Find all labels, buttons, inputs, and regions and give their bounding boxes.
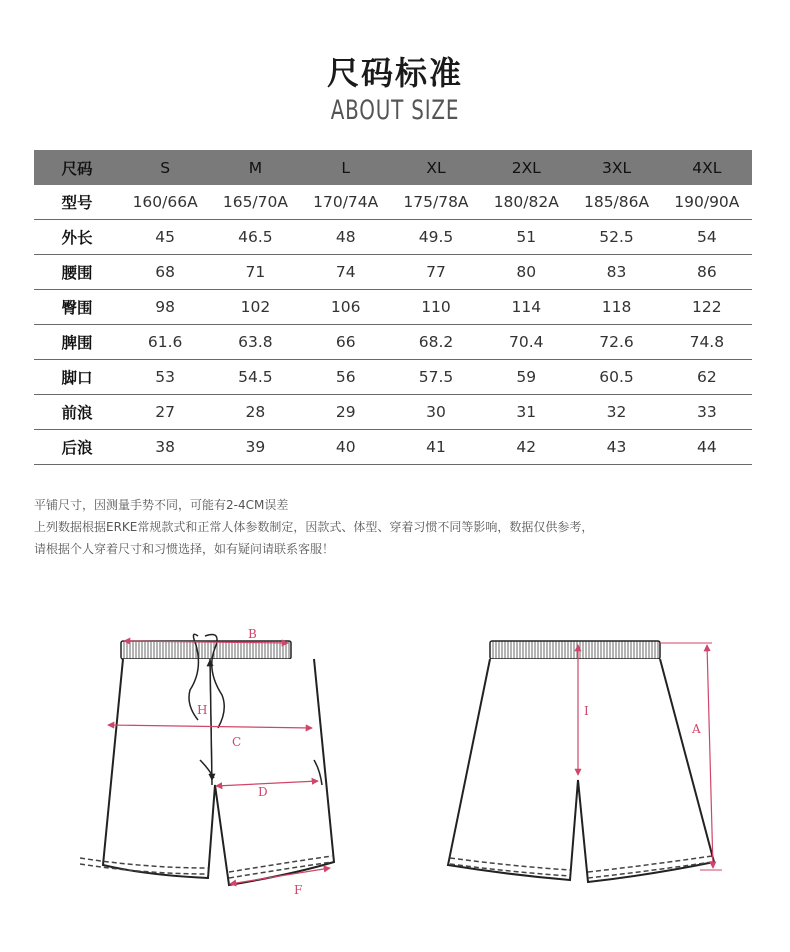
size-table [34, 150, 752, 465]
table-header-cell: 4XL [662, 150, 752, 185]
row-label: 前浪 [34, 395, 120, 430]
front-outline [103, 659, 334, 885]
table-row [34, 220, 752, 255]
measurement-diagram [0, 600, 790, 900]
table-cell: 74.8 [662, 325, 752, 360]
row-label: 臀围 [34, 290, 120, 325]
page-subtitle: ABOUT SIZE [330, 95, 460, 126]
row-label: 型号 [34, 185, 120, 220]
table-cell: 74 [301, 255, 391, 290]
row-label: 外长 [34, 220, 120, 255]
table-cell: 41 [391, 430, 481, 465]
table-cell: 28 [210, 395, 300, 430]
table-cell: 68.2 [391, 325, 481, 360]
table-cell: 46.5 [210, 220, 300, 255]
table-cell: 114 [481, 290, 571, 325]
table-cell: 62 [662, 360, 752, 395]
table-row [34, 360, 752, 395]
table-row [34, 325, 752, 360]
measurement-notes [34, 494, 593, 560]
table-cell: 190/90A [662, 185, 752, 220]
table-cell: 27 [120, 395, 210, 430]
table-cell: 53 [120, 360, 210, 395]
note-line: 平铺尺寸，因测量手势不同，可能有2-4CM误差 [34, 498, 289, 512]
label-f: F [294, 883, 303, 897]
front-waistband [121, 641, 291, 659]
table-header-cell: S [120, 150, 210, 185]
table-cell: 72.6 [571, 325, 661, 360]
table-cell: 83 [571, 255, 661, 290]
label-h: H [197, 703, 208, 717]
table-cell: 31 [481, 395, 571, 430]
table-cell: 175/78A [391, 185, 481, 220]
table-cell: 110 [391, 290, 481, 325]
table-cell: 86 [662, 255, 752, 290]
back-outline [448, 659, 714, 882]
label-d: D [258, 785, 268, 799]
table-cell: 48 [301, 220, 391, 255]
table-cell: 32 [571, 395, 661, 430]
table-cell: 180/82A [481, 185, 571, 220]
table-cell: 44 [662, 430, 752, 465]
table-cell: 45 [120, 220, 210, 255]
table-cell: 118 [571, 290, 661, 325]
table-cell: 54.5 [210, 360, 300, 395]
table-cell: 185/86A [571, 185, 661, 220]
table-cell: 51 [481, 220, 571, 255]
table-cell: 39 [210, 430, 300, 465]
table-cell: 42 [481, 430, 571, 465]
table-cell: 56 [301, 360, 391, 395]
table-cell: 60.5 [571, 360, 661, 395]
table-header-cell: 2XL [481, 150, 571, 185]
table-cell: 59 [481, 360, 571, 395]
label-a: A [692, 722, 701, 736]
table-header-row [34, 150, 752, 185]
table-cell: 61.6 [120, 325, 210, 360]
row-label: 脚口 [34, 360, 120, 395]
table-cell: 40 [301, 430, 391, 465]
page-title: 尺码标准 [326, 54, 463, 92]
table-cell: 77 [391, 255, 481, 290]
table-cell: 170/74A [301, 185, 391, 220]
table-row [34, 255, 752, 290]
note-line: 上列数据根据ERKE常规款式和正常人体参数制定，因款式、体型、穿着习惯不同等影响，数据仅供参考， [34, 520, 594, 534]
row-label: 腰围 [34, 255, 120, 290]
table-row [34, 395, 752, 430]
table-cell: 57.5 [391, 360, 481, 395]
back-waistband [490, 641, 660, 659]
table-cell: 43 [571, 430, 661, 465]
table-row [34, 430, 752, 465]
table-row [34, 185, 752, 220]
table-cell: 70.4 [481, 325, 571, 360]
table-header-cell: 尺码 [34, 150, 120, 185]
table-cell: 80 [481, 255, 571, 290]
table-row [34, 290, 752, 325]
back-shorts [448, 641, 714, 882]
table-cell: 29 [301, 395, 391, 430]
table-cell: 71 [210, 255, 300, 290]
table-cell: 106 [301, 290, 391, 325]
table-cell: 68 [120, 255, 210, 290]
table-cell: 160/66A [120, 185, 210, 220]
table-cell: 54 [662, 220, 752, 255]
row-label: 脾围 [34, 325, 120, 360]
table-cell: 30 [391, 395, 481, 430]
table-cell: 102 [210, 290, 300, 325]
table-cell: 63.8 [210, 325, 300, 360]
row-label: 后浪 [34, 430, 120, 465]
label-b: B [248, 627, 257, 641]
table-cell: 122 [662, 290, 752, 325]
table-cell: 52.5 [571, 220, 661, 255]
table-cell: 49.5 [391, 220, 481, 255]
table-cell: 98 [120, 290, 210, 325]
table-header-cell: M [210, 150, 300, 185]
front-shorts [80, 634, 334, 885]
table-cell: 33 [662, 395, 752, 430]
table-header-cell: XL [391, 150, 481, 185]
table-cell: 66 [301, 325, 391, 360]
note-line: 请根据个人穿着尺寸和习惯选择，如有疑问请联系客服！ [34, 542, 335, 556]
table-header-cell: L [301, 150, 391, 185]
length-measure-line [707, 645, 713, 868]
label-c: C [232, 735, 242, 749]
table-cell: 38 [120, 430, 210, 465]
label-i: I [584, 704, 589, 718]
table-header-cell: 3XL [571, 150, 661, 185]
table-cell: 165/70A [210, 185, 300, 220]
